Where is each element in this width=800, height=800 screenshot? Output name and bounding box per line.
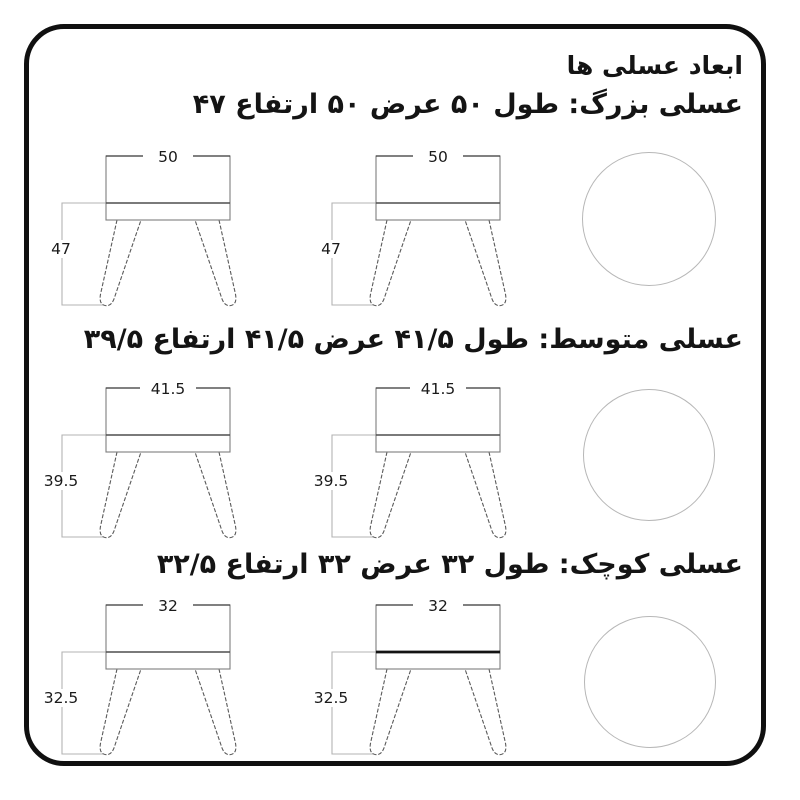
width-dimension-label: 32 [158, 597, 178, 615]
width-dimension-label: 50 [158, 148, 178, 166]
height-dimension-label: 39.5 [313, 472, 349, 490]
medium-stool-front-view [40, 372, 290, 547]
width-dimension-label: 32 [428, 597, 448, 615]
height-dimension-label: 39.5 [43, 472, 79, 490]
page-title: ابعاد عسلی ها [566, 51, 743, 80]
large-stool-side-view [310, 140, 560, 315]
section-heading-large: عسلی بزرگ: طول ۵۰ عرض ۵۰ ارتفاع ۴۷ [192, 89, 743, 120]
width-dimension-label: 41.5 [420, 380, 456, 398]
small-stool-side-view [310, 589, 560, 764]
medium-stool-top-view-circle [583, 389, 715, 521]
stool-legs [370, 669, 506, 755]
height-dimension-label: 47 [51, 240, 71, 258]
stool-legs [100, 220, 236, 306]
large-stool-front-view [40, 140, 290, 315]
medium-stool-side-view [310, 372, 560, 547]
stool-legs [100, 669, 236, 755]
small-stool-top-view-circle [584, 616, 716, 748]
large-stool-top-view-circle [582, 152, 716, 286]
height-dimension-label: 47 [321, 240, 341, 258]
height-dimension-label: 32.5 [43, 689, 79, 707]
width-dimension-label: 50 [428, 148, 448, 166]
width-dimension-label: 41.5 [150, 380, 186, 398]
height-dimension-label: 32.5 [313, 689, 349, 707]
stool-legs [370, 220, 506, 306]
section-heading-medium: عسلی متوسط: طول ۴۱/۵ عرض ۴۱/۵ ارتفاع ۳۹/۵ [83, 324, 743, 355]
stool-legs [370, 452, 506, 538]
section-heading-small: عسلی کوچک: طول ۳۲ عرض ۳۲ ارتفاع ۳۲/۵ [156, 549, 743, 580]
stool-legs [100, 452, 236, 538]
small-stool-front-view [40, 589, 290, 764]
